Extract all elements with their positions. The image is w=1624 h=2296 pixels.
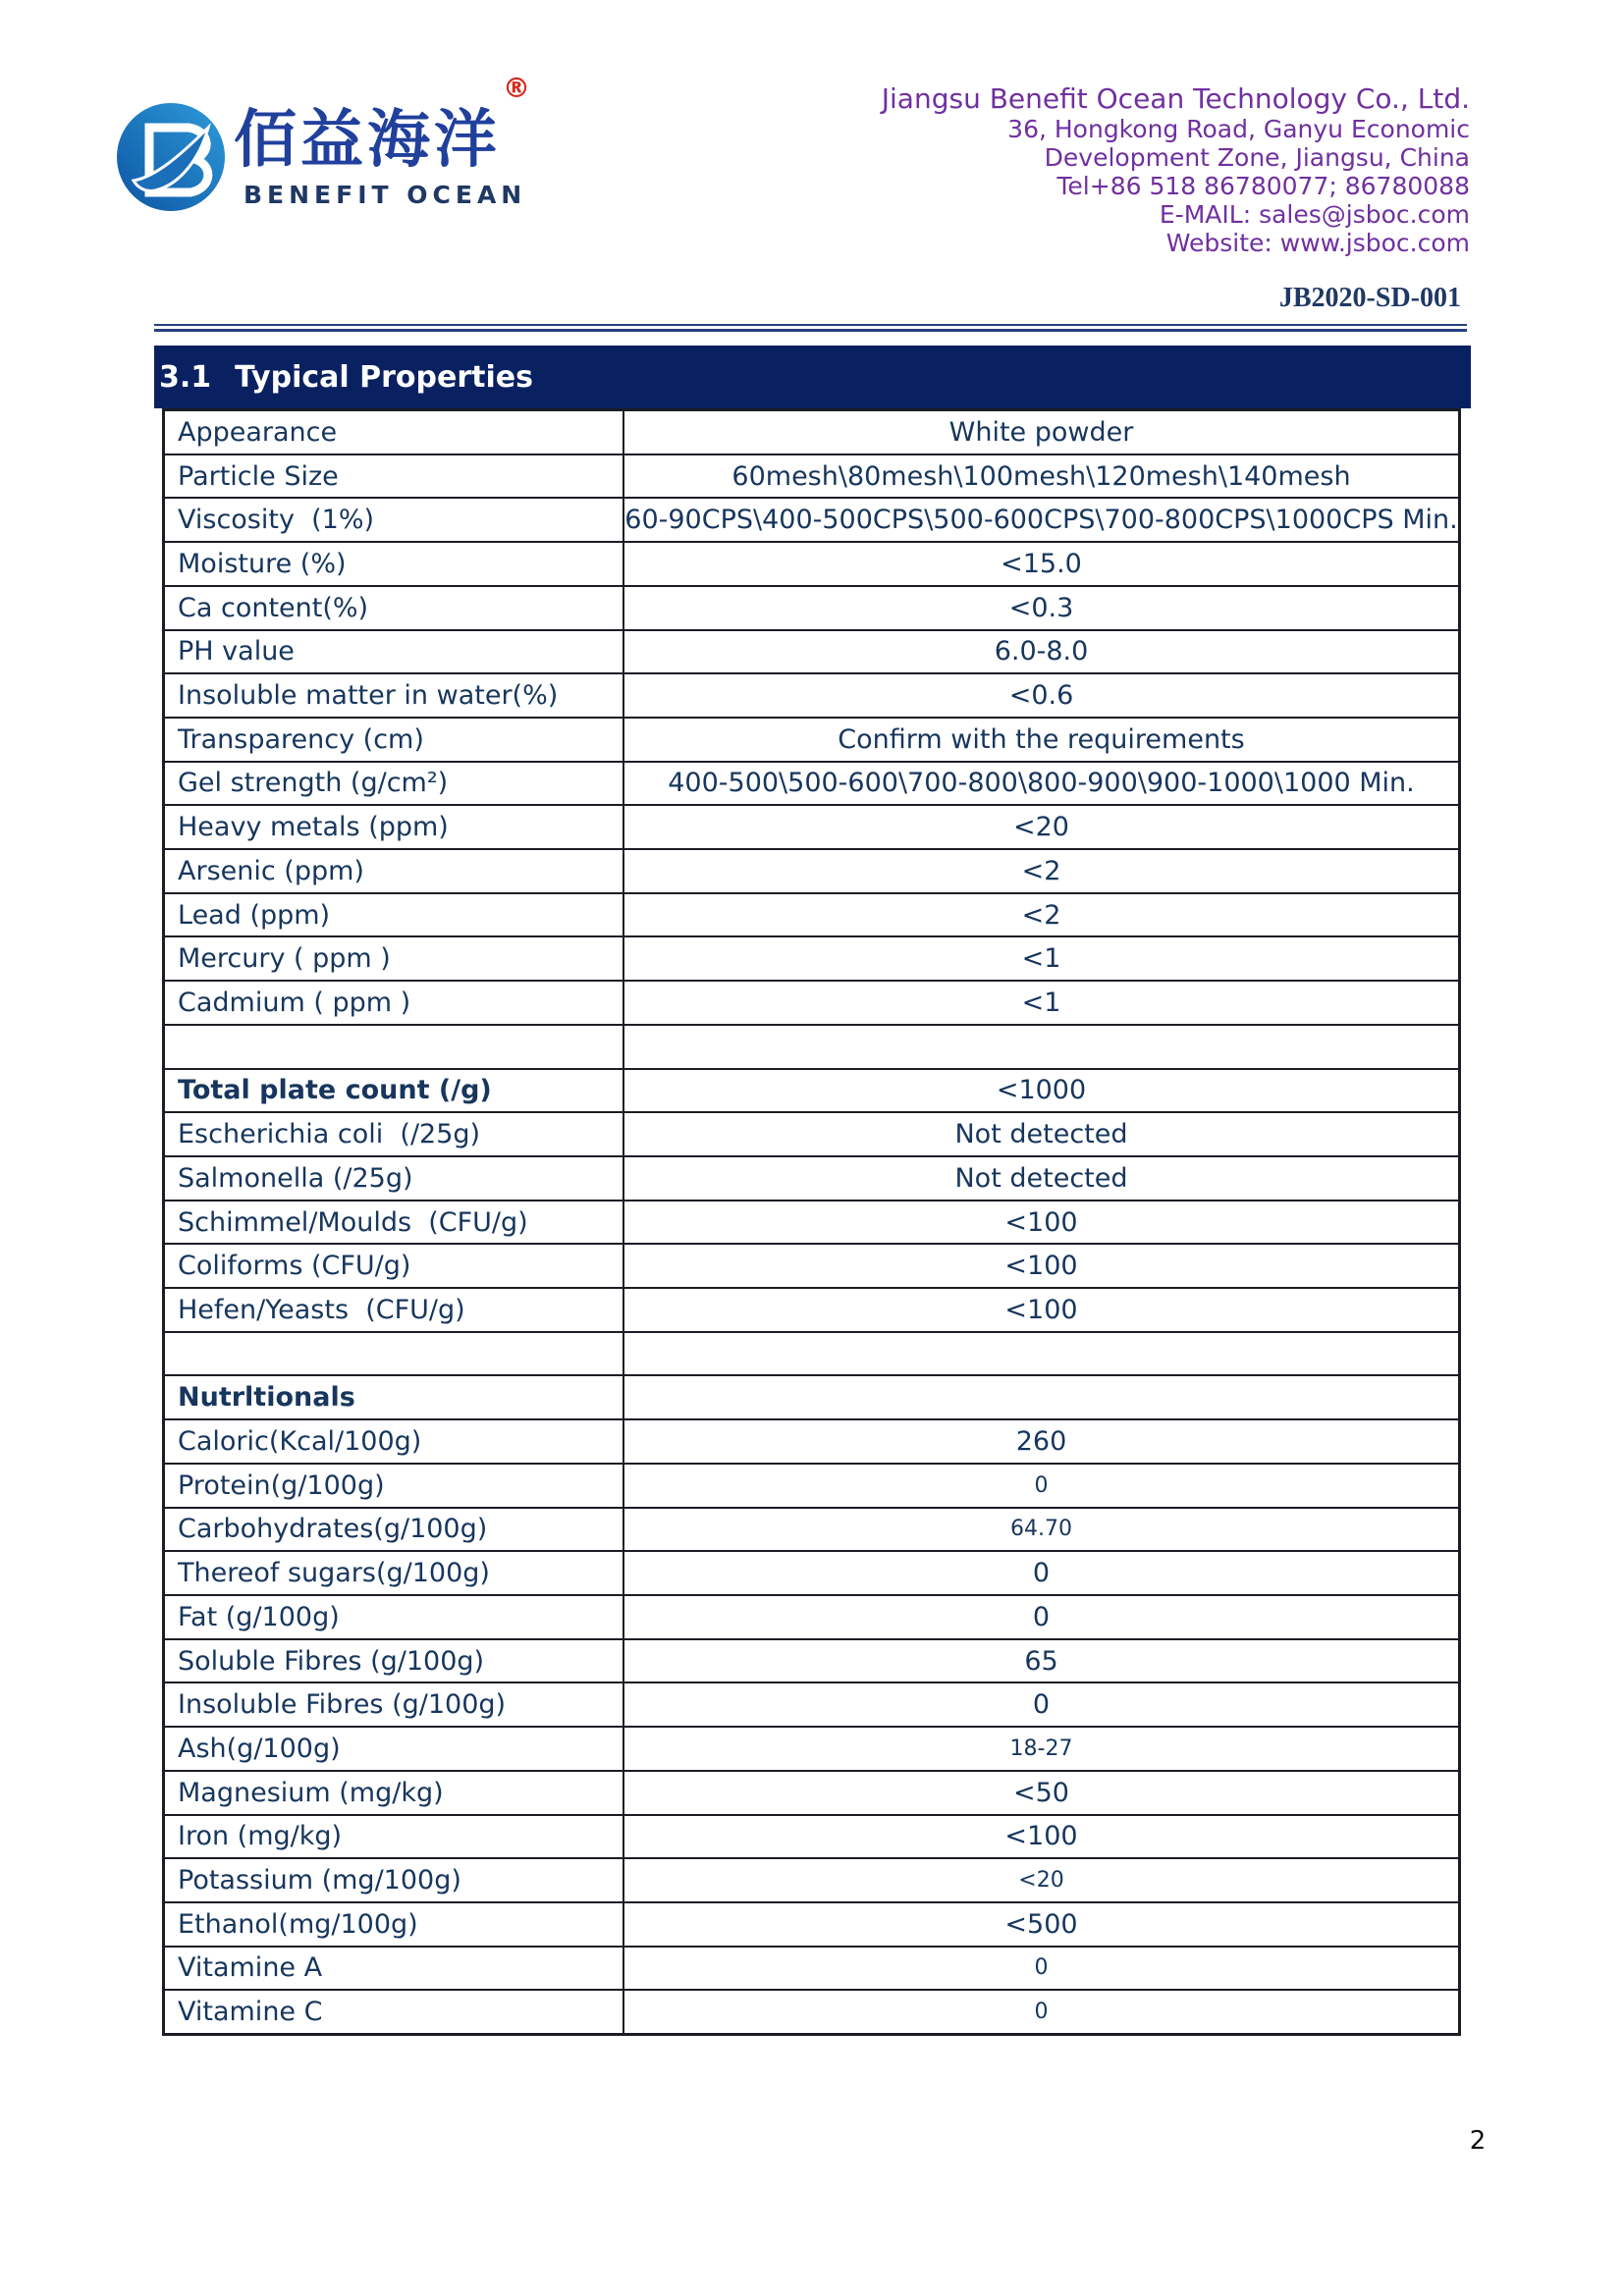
registered-trademark-icon: ® bbox=[503, 72, 530, 104]
row-label: Iron (mg/kg) bbox=[165, 1816, 624, 1858]
table-row bbox=[165, 719, 1458, 763]
company-address-line: 36, Hongkong Road, Ganyu Economic bbox=[1007, 115, 1470, 143]
row-label: Salmonella (/25g) bbox=[165, 1157, 624, 1200]
company-chinese-name: 佰益海洋 bbox=[234, 104, 501, 177]
row-label: Cadmium ( ppm ) bbox=[165, 982, 624, 1024]
table-row bbox=[165, 411, 1458, 455]
row-label: Ca content(%) bbox=[165, 587, 624, 629]
table-row bbox=[165, 1113, 1458, 1157]
row-value: <500 bbox=[1004, 1908, 1078, 1940]
row-label: Schimmel/Moulds (CFU/g) bbox=[165, 1201, 624, 1244]
table-row bbox=[165, 1552, 1458, 1596]
row-value: Not detected bbox=[954, 1119, 1128, 1150]
row-value: Confirm with the requirements bbox=[838, 723, 1245, 755]
row-label: Transparency (cm) bbox=[165, 719, 624, 761]
brand-name: BENEFIT OCEAN bbox=[244, 181, 527, 209]
row-value: <2 bbox=[1021, 899, 1061, 931]
table-row bbox=[165, 937, 1458, 982]
row-value: <1 bbox=[1021, 987, 1061, 1018]
row-label: Carbohydrates(g/100g) bbox=[165, 1509, 624, 1551]
row-label: Fat (g/100g) bbox=[165, 1596, 624, 1638]
table-row bbox=[165, 1376, 1458, 1420]
properties-table bbox=[162, 408, 1461, 2036]
doc-number: JB2020-SD-001 bbox=[1278, 283, 1461, 313]
row-value: 0 bbox=[1032, 1689, 1051, 1721]
row-value: 60-90CPS\400-500CPS\500-600CPS\700-800CPS\1000CPS Min. bbox=[624, 505, 1458, 536]
row-label: Potassium (mg/100g) bbox=[165, 1859, 624, 1901]
table-row bbox=[165, 763, 1458, 807]
row-label: Heavy metals (ppm) bbox=[165, 806, 624, 848]
table-row bbox=[165, 1245, 1458, 1289]
row-label: Arsenic (ppm) bbox=[165, 850, 624, 892]
row-label: Ash(g/100g) bbox=[165, 1728, 624, 1770]
row-value: <15.0 bbox=[1001, 548, 1082, 579]
row-value: 0 bbox=[1034, 1955, 1049, 1981]
table-row bbox=[165, 1070, 1458, 1114]
row-label: Escherichia coli (/25g) bbox=[165, 1113, 624, 1155]
table-row bbox=[165, 1640, 1458, 1684]
table-row bbox=[165, 1991, 1458, 2033]
row-label: Vitamine C bbox=[165, 1991, 624, 2033]
row-label: Caloric(Kcal/100g) bbox=[165, 1420, 624, 1463]
table-row bbox=[165, 1333, 1458, 1377]
row-label: Coliforms (CFU/g) bbox=[165, 1245, 624, 1287]
table-row bbox=[165, 1903, 1458, 1948]
row-value: <1 bbox=[1021, 943, 1061, 975]
row-label: Mercury ( ppm ) bbox=[165, 937, 624, 980]
row-value: 65 bbox=[1024, 1645, 1058, 1677]
table-row bbox=[165, 674, 1458, 719]
section-header bbox=[154, 346, 1471, 408]
row-label: Viscosity (1%) bbox=[165, 499, 624, 541]
row-label: Nutrltionals bbox=[165, 1376, 624, 1418]
row-label: Vitamine A bbox=[165, 1948, 624, 1990]
table-row bbox=[165, 1596, 1458, 1640]
table-row bbox=[165, 1816, 1458, 1860]
table-row bbox=[165, 1683, 1458, 1728]
table-row bbox=[165, 1728, 1458, 1772]
company-website-line: Website: www.jsboc.com bbox=[1165, 229, 1470, 257]
company-contact-block bbox=[882, 82, 1470, 257]
row-value: <100 bbox=[1004, 1294, 1078, 1325]
row-value: 0 bbox=[1032, 1558, 1051, 1589]
company-email-line: E-MAIL: sales@jsboc.com bbox=[1159, 200, 1470, 229]
row-value: 60mesh\80mesh\100mesh\120mesh\140mesh bbox=[731, 460, 1351, 492]
table-row bbox=[165, 1859, 1458, 1903]
table-row bbox=[165, 806, 1458, 850]
table-row bbox=[165, 1026, 1458, 1070]
row-value bbox=[624, 1376, 1458, 1418]
row-label: Hefen/Yeasts (CFU/g) bbox=[165, 1289, 624, 1331]
table-row bbox=[165, 587, 1458, 631]
row-label bbox=[165, 1026, 624, 1068]
row-label: Total plate count (/g) bbox=[165, 1070, 624, 1112]
row-label: Thereof sugars(g/100g) bbox=[165, 1552, 624, 1594]
row-value: 0 bbox=[1034, 1472, 1049, 1498]
row-value: <0.6 bbox=[1008, 680, 1074, 712]
table-row bbox=[165, 1420, 1458, 1465]
row-label: Soluble Fibres (g/100g) bbox=[165, 1640, 624, 1682]
row-value: White powder bbox=[948, 416, 1134, 448]
row-label: PH value bbox=[165, 631, 624, 673]
row-label: Particle Size bbox=[165, 455, 624, 498]
row-value: <20 bbox=[1013, 812, 1069, 843]
row-value: 64.70 bbox=[1010, 1517, 1072, 1542]
table-row bbox=[165, 455, 1458, 500]
row-value: <50 bbox=[1013, 1777, 1069, 1808]
row-value: 0 bbox=[1034, 2000, 1049, 2025]
row-label bbox=[165, 1333, 624, 1375]
table-row bbox=[165, 850, 1458, 894]
row-value: <100 bbox=[1004, 1251, 1078, 1282]
table-row bbox=[165, 631, 1458, 675]
page-number: 2 bbox=[1469, 2126, 1487, 2156]
table-row bbox=[165, 499, 1458, 543]
section-number: 3.1 bbox=[159, 359, 212, 395]
row-value: <20 bbox=[1018, 1868, 1064, 1894]
table-row bbox=[165, 982, 1458, 1026]
row-value: 260 bbox=[1015, 1426, 1067, 1458]
row-value: <1000 bbox=[996, 1075, 1087, 1106]
table-row bbox=[165, 1289, 1458, 1333]
row-value: 18-27 bbox=[1009, 1735, 1073, 1761]
row-label: Protein(g/100g) bbox=[165, 1465, 624, 1507]
row-value: 400-500\500-600\700-800\800-900\900-1000\1000 Min. bbox=[668, 768, 1415, 799]
row-value: Not detected bbox=[954, 1162, 1128, 1194]
row-value: <0.3 bbox=[1008, 592, 1074, 623]
table-row bbox=[165, 894, 1458, 938]
row-label: Ethanol(mg/100g) bbox=[165, 1903, 624, 1946]
row-label: Insoluble matter in water(%) bbox=[165, 674, 624, 717]
row-value: <100 bbox=[1004, 1206, 1078, 1238]
row-label: Lead (ppm) bbox=[165, 894, 624, 936]
row-label: Moisture (%) bbox=[165, 543, 624, 585]
table-row bbox=[165, 1948, 1458, 1992]
row-value bbox=[624, 1333, 1458, 1375]
header-divider-rule bbox=[154, 324, 1467, 332]
table-row bbox=[165, 1465, 1458, 1509]
section-title: Typical Properties bbox=[235, 359, 533, 395]
row-label: Magnesium (mg/kg) bbox=[165, 1772, 624, 1814]
row-value: 6.0-8.0 bbox=[994, 636, 1089, 667]
table-row bbox=[165, 1157, 1458, 1201]
row-value: <100 bbox=[1004, 1821, 1078, 1852]
row-value bbox=[624, 1026, 1458, 1068]
benefit-ocean-logo-icon bbox=[116, 102, 226, 212]
company-address-line: Development Zone, Jiangsu, China bbox=[1044, 143, 1470, 172]
company-phone-line: Tel+86 518 86780077; 86780088 bbox=[1056, 172, 1470, 200]
row-value: <2 bbox=[1021, 855, 1061, 886]
row-label: Gel strength (g/cm²) bbox=[165, 763, 624, 805]
table-row bbox=[165, 543, 1458, 587]
table-row bbox=[165, 1201, 1458, 1246]
row-label: Insoluble Fibres (g/100g) bbox=[165, 1683, 624, 1726]
table-row bbox=[165, 1772, 1458, 1816]
table-row bbox=[165, 1509, 1458, 1553]
company-name: Jiangsu Benefit Ocean Technology Co., Ltd. bbox=[881, 82, 1470, 115]
row-value: 0 bbox=[1032, 1601, 1051, 1632]
row-label: Appearance bbox=[165, 411, 624, 454]
